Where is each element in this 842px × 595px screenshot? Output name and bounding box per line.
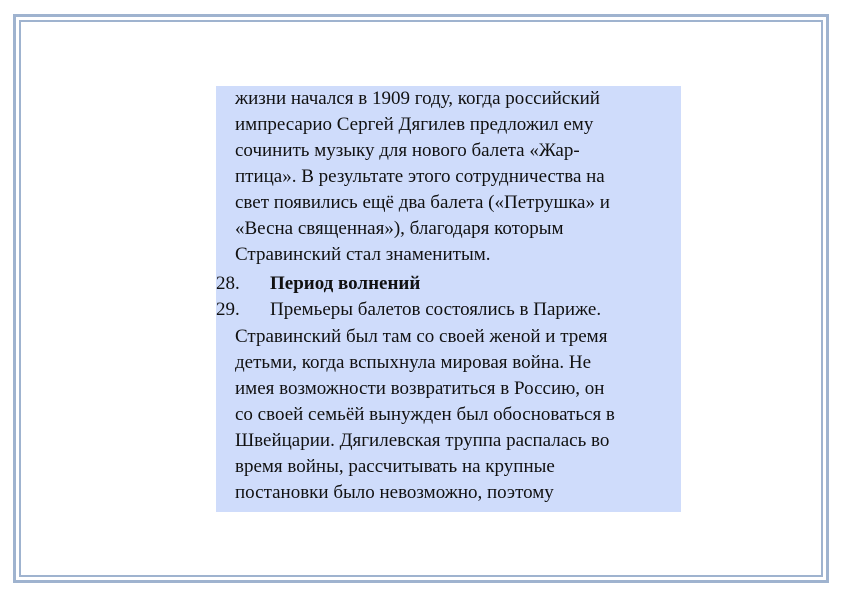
paragraph-line: импресарио Сергей Дягилев предложил ему: [235, 114, 594, 135]
paragraph-line: Стравинский стал знаменитым.: [235, 244, 491, 265]
paragraph-line: свет появились ещё два балета («Петрушка» и: [235, 192, 610, 213]
text-box: [216, 86, 681, 512]
paragraph-line: Премьеры балетов состоялись в Париже.: [270, 299, 602, 320]
list-number: 29.: [216, 299, 240, 320]
list-item-29: [216, 297, 601, 323]
paragraph-line: время войны, рассчитывать на крупные: [235, 456, 555, 477]
paragraph-line: птица». В результате этого сотрудничества на: [235, 166, 605, 187]
paragraph-line: детьми, когда вспыхнула мировая война. Не: [235, 352, 592, 373]
paragraph-line: имея возможности возвратиться в Россию, он: [235, 378, 605, 399]
paragraph-line: со своей семьёй вынужден был обосноваться в: [235, 404, 615, 425]
list-item-28: [216, 271, 420, 297]
paragraph-line: жизни начался в 1909 году, когда российский: [235, 88, 600, 109]
paragraph-line: сочинить музыку для нового балета «Жар-: [235, 140, 580, 161]
paragraph-line: постановки было невозможно, поэтому: [235, 482, 554, 503]
section-heading: Период волнений: [270, 273, 421, 294]
paragraph-line: «Весна священная»), благодаря которым: [235, 218, 564, 239]
paragraph-line: Швейцарии. Дягилевская труппа распалась во: [235, 430, 610, 451]
list-number: 28.: [216, 273, 240, 294]
paragraph-line: Стравинский был там со своей женой и тремя: [235, 326, 608, 347]
